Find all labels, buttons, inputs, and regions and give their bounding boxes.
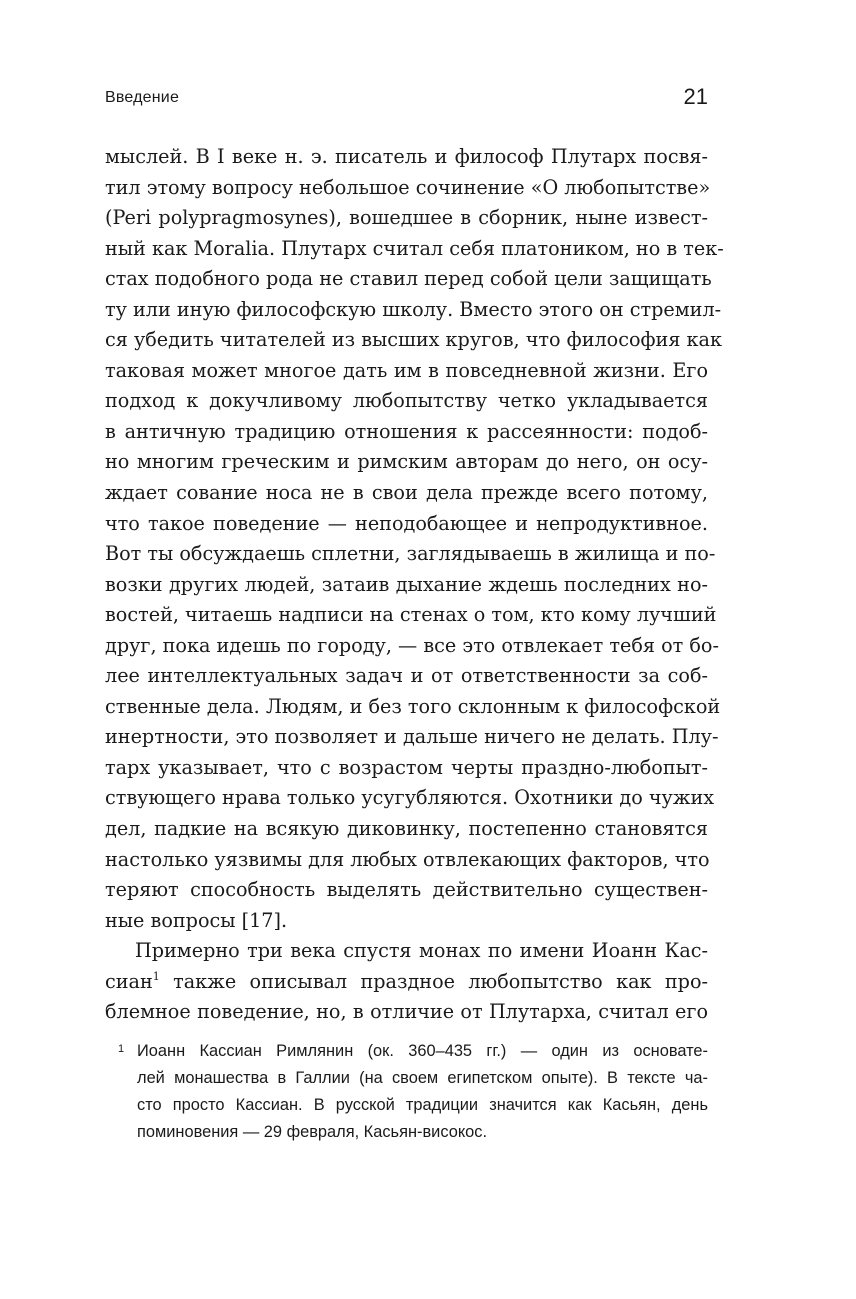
text-line: ные вопросы [17]. [105,908,288,932]
text-line: дел, падкие на всякую диковинку, постепенно становятся [105,817,708,841]
text-fragment: сиан [105,969,153,993]
footnote-reference[interactable]: 1 [152,969,160,983]
footnote-body [137,1038,708,1146]
text-line: ствующего нрава только усугубляются. Охотники до чужих [105,786,715,810]
text-line: стах подобного рода не ставил перед собой цели защищать [105,267,712,291]
page-number: 21 [683,84,708,109]
text-line: инертности, это позволяет и дальше ничего не делать. Плу- [105,725,719,749]
text-line: тил этому вопросу небольшое сочинение «О любопытстве» [105,175,711,199]
body-text [105,142,724,1028]
text-line: лее интеллектуальных задач и от ответственности за соб- [105,664,708,688]
text-line: ный как Moralia. Плутарх считал себя платоником, но в тек- [105,236,724,260]
text-line: ся убедить читателей из высших кругов, что философия как [105,328,722,352]
text-line: ственные дела. Людям, и без того склонным к философской [105,694,721,718]
text-line: ждает сование носа не в свои дела прежде всего потому, [105,481,708,505]
text-line: в античную традицию отношения к рассеянности: подоб- [105,419,708,443]
footnote-line: сто просто Кассиан. В русской традиции значится как Касьян, день [137,1096,708,1114]
text-line: востей, читаешь надписи на стенах о том, кто кому лучший [105,603,717,627]
text-line: Вот ты обсуждаешь сплетни, заглядываешь в жилища и по- [105,542,716,566]
footnote-line: Иоанн Кассиан Римлянин (ок. 360–435 гг.) — один из основате- [137,1042,708,1060]
text-line: таковая может многое дать им в повседневной жизни. Его [105,358,708,382]
text-line: блемное поведение, но, в отличие от Плутарха, считал его [105,1000,708,1024]
text-line: мыслей. В I веке н. э. писатель и философ Плутарх посвя- [105,145,708,168]
text-line: возки других людей, затаив дыхание ждешь последних но- [105,572,708,596]
text-line-with-footnote-ref [105,967,708,998]
footnote-line: лей монашества в Галлии (на своем египетском опыте). В тексте ча- [137,1069,708,1087]
footnote-marker: 1 [118,1043,125,1055]
footnote-line: поминовения — 29 февраля, Касьян-високос. [137,1123,488,1141]
paragraph-2 [105,936,708,1028]
paragraph-1 [105,142,724,936]
text-line: тарх указывает, что с возрастом черты праздно-любопыт- [105,755,708,779]
text-line: подход к докучливому любопытству четко укладывается [105,389,708,413]
text-fragment: также описывал праздное любопытство как про- [159,969,708,993]
running-head-chapter: Введение [105,89,180,106]
footnotes [118,1038,708,1146]
text-line: теряют способность выделять действительно существен- [105,878,708,902]
text-line: что такое поведение — неподобающее и непродуктивное. [105,511,708,535]
text-line: ту или иную философскую школу. Вместо этого он стремил- [105,297,722,321]
text-line: (Peri polypragmosynes), вошедшее в сборник, ныне извест- [105,206,708,230]
text-line: настолько уязвимы для любых отвлекающих факторов, что [105,847,710,871]
text-line: Примерно три века спустя монах по имени Иоанн Кас- [135,939,708,963]
footnote [118,1038,708,1146]
text-line: но многим греческим и римским авторам до него, он осу- [105,450,708,474]
text-line: друг, пока идешь по городу, — все это отвлекает тебя от бо- [105,633,719,657]
